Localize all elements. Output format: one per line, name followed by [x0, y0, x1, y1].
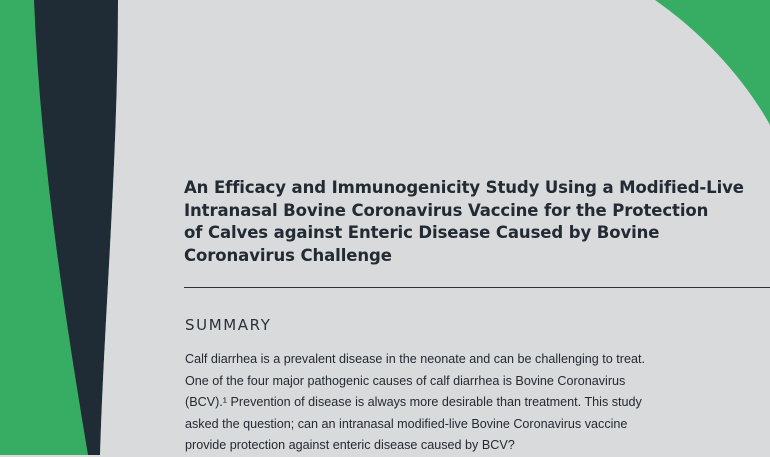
summary-heading: SUMMARY [185, 316, 272, 334]
page-title [184, 177, 744, 267]
summary-line: Calf diarrhea is a prevalent disease in the neonate and can be challenging to treat. [185, 352, 645, 366]
title-line: An Efficacy and Immunogenicity Study Using a Modified-Live [184, 178, 744, 197]
title-line: of Calves against Enteric Disease Caused by Bovine [184, 223, 660, 242]
summary-line: One of the four major pathogenic causes of calf diarrhea is Bovine Coronavirus [185, 373, 626, 388]
summary-paragraph [185, 349, 705, 457]
title-line: Coronavirus Challenge [184, 245, 392, 265]
summary-line: asked the question; can an intranasal modified-live Bovine Coronavirus vaccine [185, 416, 628, 431]
title-line: Intranasal Bovine Coronavirus Vaccine for the Protection [184, 200, 709, 220]
section-divider [184, 287, 770, 288]
summary-line: provide protection against enteric disease caused by BCV? [185, 438, 515, 453]
summary-line: (BCV).¹ Prevention of disease is always more desirable than treatment. This study [185, 395, 642, 410]
